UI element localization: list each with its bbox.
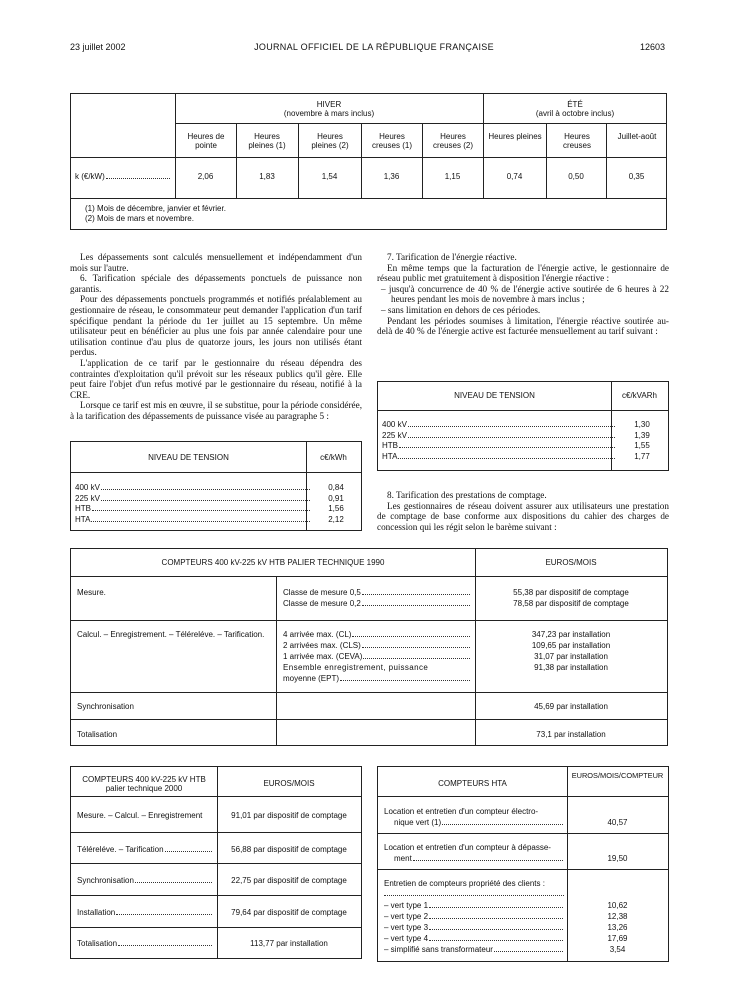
calcul-value: 109,65 par installation [531, 641, 611, 650]
col-c-euro-kwh: c€/kWh [320, 453, 347, 462]
hta-row-value: 19,50 [607, 854, 628, 863]
hta-item: – vert type 4 [384, 934, 564, 945]
col-compteurs-2000: COMPTEURS 400 kV-225 kV HTB [82, 775, 206, 784]
calcul-item: 4 arrivée max. (CL) [283, 630, 471, 641]
col-heures-pointe: Heures de pointe [187, 132, 225, 151]
k-value: 1,54 [321, 172, 338, 181]
hta-item-value: 10,62 [607, 901, 628, 910]
col-juillet-aout: Juillet-août [617, 132, 657, 141]
paragraph: Lorsque ce tarif est mis en œuvre, il se substitue, pour la période considérée, à la tarification des dépassements de puissance visée au paragraphe 5 : [70, 400, 362, 421]
col-heures-pleines-1: Heures pleines (1) [248, 132, 286, 151]
calcul-value: 31,07 par installation [534, 652, 608, 661]
col-euros-mois-compteur: EUROS/MOIS/COMPTEUR [571, 771, 664, 780]
paragraph: En même temps que la facturation de l'énergie active, le gestionnaire de réseau public met gratuitement à disposition l'énergie réactive : [377, 262, 669, 284]
ete-subtitle: (avril à octobre inclus) [535, 109, 615, 119]
bullet-item: – sans limitation en dehors de ces périodes. [381, 304, 541, 315]
journal-title: JOURNAL OFFICIEL DE LA RÉPUBLIQUE FRANÇAISE [254, 42, 494, 52]
col-euros-mois: EUROS/MOIS [263, 779, 315, 788]
hta-item: – vert type 1 [384, 901, 564, 912]
col-compteurs-1990: COMPTEURS 400 kV-225 kV HTB PALIER TECHNIQUE 1990 [161, 558, 385, 567]
header-date: 23 juillet 2002 [70, 42, 126, 52]
col-niveau-tension: NIVEAU DE TENSION [148, 453, 229, 462]
hta-row-label: Location et entretien d'un compteur à dépasse- [384, 843, 551, 852]
synchro-value: 45,69 par installation [534, 702, 608, 711]
mesure-item: Classe de mesure 0,2 [283, 599, 471, 610]
hta-item: – simplifié sans transformateur [384, 945, 564, 956]
hta-row-label: nique vert (1) [384, 818, 564, 829]
totalisation-value: 73,1 par installation [536, 730, 606, 739]
tension-row: HTA 1,77 [382, 451, 650, 461]
synchro-label: Synchronisation [77, 702, 134, 711]
k-row-label: k (€/kW) [75, 172, 171, 181]
calcul-value: 91,38 par installation [534, 663, 608, 672]
col-heures-creuses-2: Heures creuses (2) [432, 132, 473, 151]
right-column-text [377, 252, 669, 337]
k-value: 0,50 [568, 172, 584, 181]
compteurs-hta-table [377, 766, 669, 962]
table-note-2: (2) Mois de mars et novembre. [85, 214, 194, 223]
k-value: 0,74 [506, 172, 523, 181]
col-heures-pleines-2: Heures pleines (2) [311, 132, 349, 151]
hta-section-label: Entretien de compteurs propriété des clients : [384, 879, 545, 888]
col-niveau-tension: NIVEAU DE TENSION [454, 391, 535, 400]
k-value: 2,06 [197, 172, 214, 181]
calcul-value: 347,23 par installation [531, 630, 611, 639]
mesure-value: 55,38 par dispositif de comptage [513, 588, 629, 597]
mesure-label: Mesure. [77, 588, 106, 597]
hta-item-value: 3,54 [609, 945, 626, 954]
hta-row-label: ment [384, 854, 564, 865]
row-2000-label: Synchronisation [77, 876, 213, 885]
tension-row: HTB 1,56 [75, 504, 344, 513]
calcul-item: Ensemble enregistrement, puissance [283, 663, 429, 672]
compteurs-1990-table [70, 548, 668, 746]
hiver-subtitle: (novembre à mars inclus) [283, 109, 375, 119]
kwh-tension-table [70, 441, 362, 531]
tension-row: HTA 2,12 [75, 514, 344, 524]
tension-row: 225 kV 1,39 [382, 430, 650, 440]
paragraph: Les gestionnaires de réseau doivent assurer aux utilisateurs une prestation de comptage de base conforme aux dispositions du cahier des charges de concession qui les régit selon le barème suivant : [377, 500, 669, 532]
row-2000-label: Installation [77, 908, 213, 917]
k-value: 1,15 [444, 172, 461, 181]
col-compteurs-hta: COMPTEURS HTA [438, 779, 507, 788]
col-ete-heures-creuses: Heures creuses [562, 132, 591, 151]
paragraph: Les dépassements sont calculés mensuellement et indépendamment d'un mois sur l'autre. [70, 252, 362, 273]
hiver-title: HIVER [316, 100, 342, 109]
paragraph: Pendant les périodes soumises à limitation, l'énergie réactive soutirée au-delà de 40 % de l'énergie active est facturée mensuellement au tarif suivant : [377, 315, 669, 337]
row-2000-value: 22,75 par dispositif de comptage [231, 876, 347, 885]
hta-item-value: 12,38 [607, 912, 628, 921]
row-2000-label: Téléreléve. – Tarification [77, 845, 213, 854]
hta-item-value: 13,26 [607, 923, 628, 932]
col-c-euro-kvarh: c€/kVARh [622, 391, 657, 400]
paragraph: 7. Tarification de l'énergie réactive. [387, 252, 517, 262]
row-2000-value: 91,01 par dispositif de comptage [231, 811, 347, 820]
bullet-item: – jusqu'à concurrence de 40 % de l'énergie active soutirée de 6 heures à 22 heures pendant les mois de novembre à mars inclus ; [381, 283, 669, 305]
right-column-text-2 [377, 490, 669, 532]
col-palier-2000: palier technique 2000 [105, 784, 183, 794]
ete-title: ÉTÉ [567, 100, 583, 109]
tension-row: HTB 1,55 [382, 441, 650, 450]
paragraph: 8. Tarification des prestations de comptage. [387, 490, 547, 500]
tension-row: 225 kV 0,91 [75, 493, 344, 503]
col-ete-heures-pleines: Heures pleines [488, 132, 542, 141]
paragraph: L'application de ce tarif par le gestionnaire du réseau dépendra des contraintes d'exploitation qu'il prévoit sur les réseaux publics qu'il gère. Elle peut faire l'objet d'un refus motivé par le gestionnaire du réseau, notifié à la CRE. [70, 357, 362, 400]
hta-item-value: 17,69 [607, 934, 628, 943]
table-note-1: (1) Mois de décembre, janvier et février. [85, 204, 226, 213]
row-2000-value: 79,64 par dispositif de comptage [231, 908, 347, 917]
left-column-text [70, 252, 362, 422]
calcul-label: Calcul. – Enregistrement. – Téléreléve. – Tarification. [77, 630, 265, 639]
mesure-value: 78,58 par dispositif de comptage [513, 599, 629, 608]
paragraph: Pour des dépassements ponctuels programmés et notifiés préalablement au gestionnaire de réseau, le consommateur peut demander l'application d'un tarif spécifique pendant la période du 1er juillet au 15 septembre. Un même utilisateur peut en bénéficier au plus une fois par année calendaire pour une utilisation continue d'au plus de quatorze jours, les jours non utilisés étant perdus. [70, 294, 362, 358]
calcul-item: 2 arrivées max. (CLS) [283, 641, 471, 652]
mesure-item: Classe de mesure 0,5 [283, 588, 471, 599]
row-2000-value: 56,88 par dispositif de comptage [231, 845, 347, 854]
row-2000-label: Totalisation [77, 939, 213, 948]
hta-item: – vert type 3 [384, 923, 564, 934]
compteurs-2000-table [70, 766, 362, 959]
paragraph: 6. Tarification spéciale des dépassements ponctuels de puissance non garantis. [70, 273, 362, 294]
row-2000-label: Mesure. – Calcul. – Enregistrement [77, 811, 203, 820]
k-value: 1,83 [259, 172, 275, 181]
tension-row: 400 kV 0,84 [75, 483, 344, 492]
col-heures-creuses-1: Heures creuses (1) [371, 132, 412, 151]
tension-row: 400 kV 1,30 [382, 420, 650, 429]
page-number: 12603 [640, 42, 666, 52]
kvarh-tension-table [377, 381, 669, 471]
k-value: 1,36 [383, 172, 400, 181]
calcul-item: moyenne (EPT) [283, 674, 471, 685]
calcul-item: 1 arrivée max. (CEVA) [283, 652, 471, 663]
col-euros-mois: EUROS/MOIS [545, 558, 597, 567]
hta-row-value: 40,57 [607, 818, 628, 827]
totalisation-label: Totalisation [77, 730, 118, 739]
row-2000-value: 113,77 par installation [250, 939, 328, 948]
hta-item: – vert type 2 [384, 912, 564, 923]
k-value: 0,35 [628, 172, 645, 181]
k-tariff-table [70, 93, 667, 230]
hta-row-label: Location et entretien d'un compteur électro- [384, 807, 539, 816]
